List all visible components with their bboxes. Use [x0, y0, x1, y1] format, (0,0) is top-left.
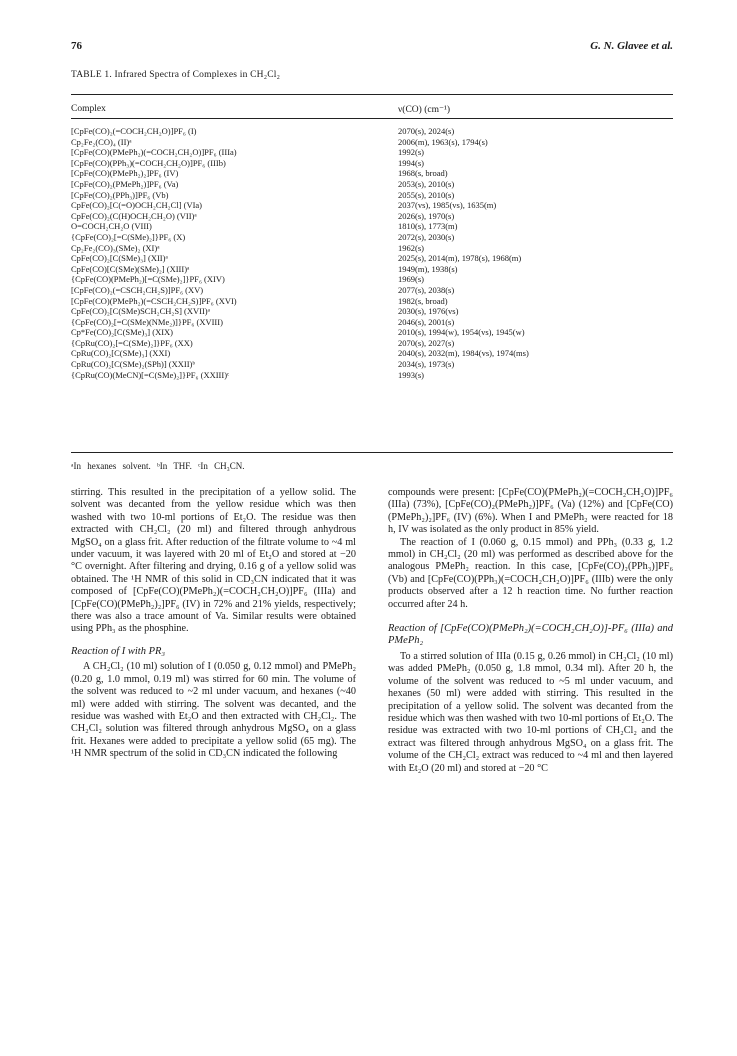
table-row [71, 327, 673, 338]
complex-cell: {CpRu(CO)(MeCN)[=C(SMe)₂]}PF₆ (XXIII)ᶜ [71, 369, 230, 380]
complex-cell: CpFe(CO)[C(SMe)(SMe)₂] (XIII)ᵃ [71, 263, 190, 274]
complex-cell: [CpFe(CO)₂(=CSCH₂CH₂S)]PF₆ (XV) [71, 284, 204, 295]
page-number: 76 [71, 40, 82, 52]
right-text-column [388, 487, 673, 775]
section-heading-reaction-of-iiia: Reaction of [CpFe(CO)(PMePh₂)(=COCH₂CH₂O)]-PF₆ (IIIa) and PMePh₂ [388, 623, 673, 647]
complex-cell: CpFe(CO)₂(C(H)OCH₂CH₂O) (VII)ᵃ [71, 210, 197, 221]
complex-cell: [CpFe(CO)(PMePh₂)₂]PF₆ (IV) [71, 168, 179, 179]
table-row [71, 221, 673, 232]
nu-co-cell: 2046(s), 2001(s) [398, 316, 455, 327]
column-header-nu-co: ν(CO) (cm⁻¹) [398, 105, 450, 115]
left-paragraph-2: A CH₂Cl₂ (10 ml) solution of I (0.050 g, 0.12 mmol) and PMePh₂ (0.20 g, 1.0 mmol, 0.19 ml) was stirred for 60 min. The volume of the solvent was reduced to ~2 ml under vacuum, and hexanes (~40 ml) were added with stirring. The solvent was decanted, and the residue was washed with Et₂O and then extracted with CH₂Cl₂. The CH₂Cl₂ solution was filtered through anhydrous MgSO₄ on a glass frit. Hexanes were added to precipitate a yellow solid (65 mg). The ¹H NMR spectrum of the solid in CD₃CN indicated the following [71, 661, 356, 760]
complex-cell: CpRu(CO)₂[C(SMe)₂(SPh)] (XXII)ᵇ [71, 359, 196, 370]
complex-cell: [CpFe(CO)(PMePh₂)(=COCH₂CH₂O)]PF₆ (IIIa) [71, 147, 237, 158]
nu-co-cell: 1968(s, broad) [398, 168, 448, 179]
table-row [71, 359, 673, 370]
table-top-rule [71, 94, 673, 95]
table-caption: TABLE 1. Infrared Spectra of Complexes in CH₂Cl₂ [71, 70, 281, 80]
complex-cell: CpFe(CO)₂[C(SMe)₃] (XII)ᵃ [71, 253, 168, 264]
nu-co-cell: 1992(s) [398, 147, 424, 158]
left-paragraph-1: stirring. This resulted in the precipitation of a yellow solid. The solvent was decanted from the yellow residue which was then washed with two 10-ml portions of Et₂O. The residue was then extracted with CH₂Cl₂ (20 ml) and filtered through anhydrous MgSO₄ on a glass frit. After reduction of the filtrate volume to ~4 ml under vacuum, it was layered with 20 ml of Et₂O and stored at −20 °C overnight. After filtering and drying, 0.16 g of a yellow solid was obtained. The ¹H NMR of this solid in CD₃CN indicated that it was composed of [CpFe(CO)(PMePh₂)(=COCH₂CH₂O)]PF₆ (IIIa) and [CpFe(CO)(PMePh₂)₂]PF₆ (IV) in 72% and 21% yields, respectively; there was also a trace amount of Va. Similar results were obtained using PPh₃ as the phosphine. [71, 487, 356, 635]
column-header-complex: Complex [71, 104, 106, 114]
nu-co-cell: 2034(s), 1973(s) [398, 359, 455, 370]
table-row [71, 338, 673, 349]
complex-cell: CpRu(CO)₂[C(SMe)₃] (XXI) [71, 348, 171, 359]
nu-co-cell: 1962(s) [398, 242, 424, 253]
table-header-rule [71, 118, 673, 119]
section-heading-reaction-of-i-with-pr3: Reaction of I with PR₃ [71, 645, 166, 657]
nu-co-cell: 2037(vs), 1985(vs), 1635(m) [398, 200, 497, 211]
table-row [71, 274, 673, 285]
nu-co-cell: 1982(s, broad) [398, 295, 448, 306]
complex-cell: {CpRu(CO)₂[=C(SMe)₂]}PF₆ (XX) [71, 337, 193, 348]
nu-co-cell: 2040(s), 2032(m), 1984(vs), 1974(ms) [398, 348, 529, 359]
table-row [71, 158, 673, 169]
table-row [71, 285, 673, 296]
complex-cell: {CpFe(CO)₂[=C(SMe)(NMe₂)]}PF₆ (XVIII) [71, 316, 223, 327]
table-row [71, 200, 673, 211]
right-paragraph-3: To a stirred solution of IIIa (0.15 g, 0.26 mmol) in CH₂Cl₂ (10 ml) was added PMePh₂ (0.050 g, 1.8 mmol, 0.34 ml). After 20 h, the volume of the solvent was reduced to ~5 ml under vacuum, and hexanes (50 ml) were added with stirring. This resulted in the precipitation of a yellow solid. The solvent was decanted from the residue which was then washed with two 10-ml portions of Et₂O. The residue was extracted with two 10-ml portions of CH₂Cl₂ and the extract was filtered through anhydrous MgSO₄ on a glass frit. The volume of the CH₂Cl₂ extract was reduced to ~4 ml and then layered with Et₂O (20 ml) and stored at −20 °C [388, 650, 673, 774]
table-row [71, 348, 673, 359]
table-row [71, 211, 673, 222]
table-body [71, 126, 673, 380]
nu-co-cell: 2025(s), 2014(m), 1978(s), 1968(m) [398, 253, 522, 264]
nu-co-cell: 1969(s) [398, 274, 424, 285]
complex-cell: [CpFe(CO)(PPh₃)(=COCH₂CH₂O)]PF₆ (IIIb) [71, 157, 226, 168]
nu-co-cell: 2055(s), 2010(s) [398, 189, 455, 200]
nu-co-cell: 1949(m), 1938(s) [398, 263, 458, 274]
nu-co-cell: 1810(s), 1773(m) [398, 221, 458, 232]
nu-co-cell: 2026(s), 1970(s) [398, 210, 455, 221]
nu-co-cell: 2077(s), 2038(s) [398, 284, 455, 295]
complex-cell: CpFe(CO)₂[C(=O)OCH₂CH₂Cl] (VIa) [71, 200, 203, 211]
table-row [71, 264, 673, 275]
table-row [71, 137, 673, 148]
table-row [71, 147, 673, 158]
table-row [71, 317, 673, 328]
running-head: G. N. Glavee et al. [590, 40, 673, 52]
right-paragraph-1: compounds were present: [CpFe(CO)(PMePh₂)(=COCH₂CH₂O)]PF₆ (IIIa) (73%), [CpFe(CO)₂(PMePh₂)]PF₆ (Va) (12%) and [CpFe(CO)(PMePh₂)₂]PF₆ (IV) (6%). When I and PMePh₂ were reacted for 18 h, IV was isolated as the only product in 85% yield. [388, 487, 673, 536]
complex-cell: [CpFe(CO)₂(=COCH₂CH₂O)]PF₆ (I) [71, 126, 197, 136]
complex-cell: {CpFe(CO)₂[=C(SMe)₂]}PF₆ (X) [71, 231, 186, 242]
complex-cell: CpFe(CO)₂[C(SMe)SCH₂CH₂S] (XVII)ᵃ [71, 306, 210, 317]
complex-cell: Cp₂Fe₂(CO)₃(SMe)₂ (XI)ᵃ [71, 242, 160, 253]
table-row [71, 253, 673, 264]
complex-cell: [CpFe(CO)₂(PMePh₂)]PF₆ (Va) [71, 178, 179, 189]
table-row [71, 306, 673, 317]
complex-cell: O=COCH₂CH₂O (VIII) [71, 221, 152, 232]
nu-co-cell: 1994(s) [398, 157, 424, 168]
nu-co-cell: 2072(s), 2030(s) [398, 231, 455, 242]
nu-co-cell: 2006(m), 1963(s), 1794(s) [398, 136, 488, 147]
table-row [71, 370, 673, 381]
table-footnote: ᵃIn hexanes solvent. ᵇIn THF. ᶜIn CH₃CN. [71, 461, 245, 471]
table-row [71, 126, 673, 137]
nu-co-cell: 2030(s), 1976(vs) [398, 306, 459, 317]
table-row [71, 179, 673, 190]
table-row [71, 190, 673, 201]
complex-cell: [CpFe(CO)₂(PPh₃)]PF₆ (Vb) [71, 189, 169, 200]
table-bottom-rule [71, 452, 673, 453]
complex-cell: Cp₂Fe₂(CO)₄ (II)ᵃ [71, 136, 132, 147]
nu-co-cell: 2010(s), 1994(w), 1954(vs), 1945(w) [398, 327, 525, 338]
nu-co-cell: 2070(s), 2027(s) [398, 337, 455, 348]
table-row [71, 243, 673, 254]
right-paragraph-2: The reaction of I (0.060 g, 0.15 mmol) and PPh₃ (0.33 g, 1.2 mmol) in CH₂Cl₂ (20 ml) was performed as described above for the analogous PMePh₂ reaction. In this case, [CpFe(CO)₂(PPh₃)]PF₆ (Vb) and [CpFe(CO)(PPh₃)(=COCH₂CH₂O)]PF₆ (IIIb) were the only products observed after a 12 h reaction time. No further reaction occurred after 24 h. [388, 536, 673, 610]
complex-cell: [CpFe(CO)(PMePh₂)(=CSCH₂CH₂S)]PF₆ (XVI) [71, 295, 237, 306]
nu-co-cell: 2053(s), 2010(s) [398, 178, 455, 189]
left-text-column [71, 487, 356, 761]
table-row [71, 232, 673, 243]
table-row [71, 168, 673, 179]
nu-co-cell: 2070(s), 2024(s) [398, 126, 455, 136]
table-row [71, 296, 673, 307]
nu-co-cell: 1993(s) [398, 369, 424, 380]
complex-cell: Cp*Fe(CO)₂[C(SMe)₃] (XIX) [71, 327, 174, 338]
complex-cell: {CpFe(CO)(PMePh₂)[=C(SMe)₂]}PF₆ (XIV) [71, 274, 225, 285]
